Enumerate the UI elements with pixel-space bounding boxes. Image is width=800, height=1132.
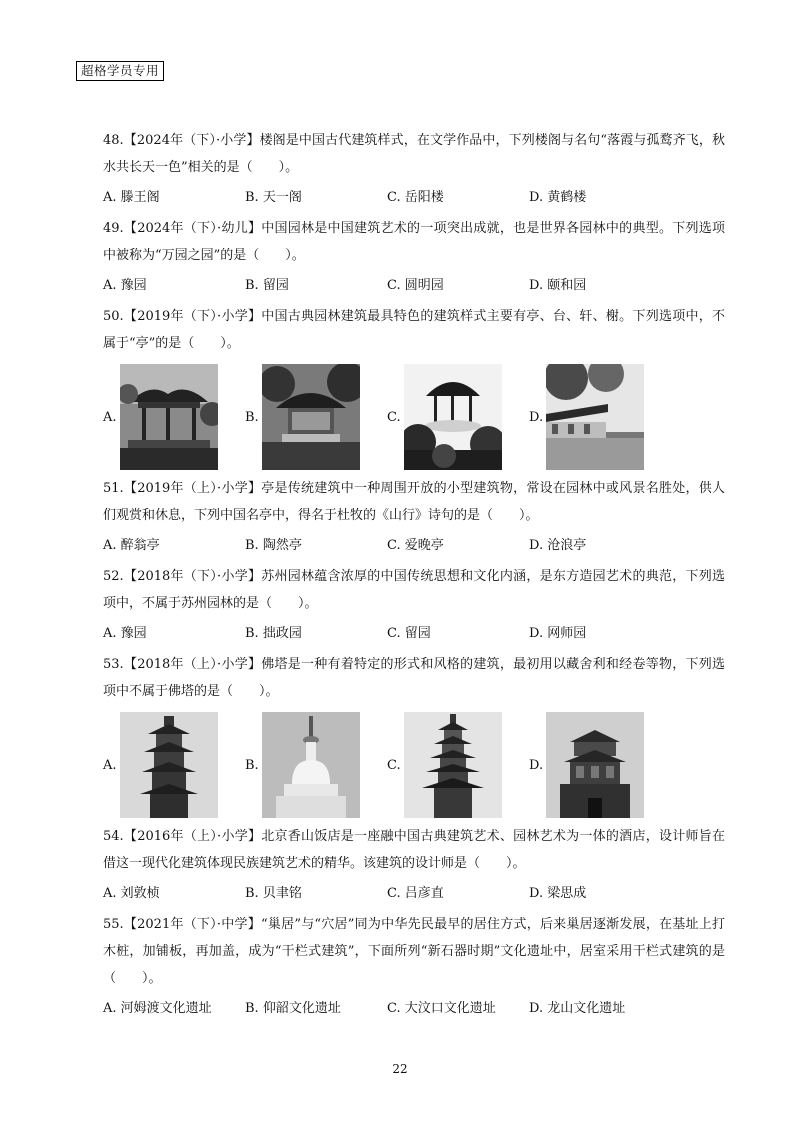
option-a: A. 豫园	[103, 278, 147, 293]
pagoda-photo	[120, 712, 218, 818]
option-letter: D.	[529, 757, 544, 773]
option-b: B. 陶然亭	[245, 538, 302, 553]
option-letter: A.	[103, 757, 117, 773]
options-51	[103, 532, 725, 559]
option-letter: D.	[529, 409, 544, 425]
option-letter: C.	[387, 409, 401, 425]
option-c: C. 留园	[387, 626, 431, 641]
image-option-a	[103, 364, 245, 470]
image-options-50	[103, 363, 725, 471]
pagoda-photo	[404, 712, 502, 818]
question-48: 48.【2024年（下）·小学】楼阁是中国古代建筑样式，在文学作品中，下列楼阁与名句“落霞与孤鹜齐飞，秋水共长天一色”相关的是（ ）。	[103, 133, 725, 175]
question-50: 50.【2019年（下）·小学】中国古典园林建筑最具特色的建筑样式主要有亭、台、轩、榭。下列选项中，不属于“亭”的是（ ）。	[103, 309, 725, 351]
options-49	[103, 272, 725, 299]
image-option-c	[387, 364, 529, 470]
option-b: B. 拙政园	[245, 626, 302, 641]
option-b: B. 仰韶文化遗址	[245, 1001, 341, 1016]
question-53: 53.【2018年（上）·小学】佛塔是一种有着特定的形式和风格的建筑，最初用以藏舍利和经卷等物，下列选项中不属于佛塔的是（ ）。	[103, 657, 725, 699]
option-letter: B.	[245, 757, 259, 773]
options-52	[103, 620, 725, 647]
option-c: C. 爱晚亭	[387, 538, 444, 553]
option-d: D. 颐和园	[529, 278, 587, 293]
option-a: A. 滕王阁	[103, 190, 160, 205]
waterside-pavilion-photo	[546, 364, 644, 470]
option-letter: A.	[103, 409, 117, 425]
image-option-b	[245, 712, 387, 818]
option-b: B. 留园	[245, 278, 289, 293]
option-a: A. 醉翁亭	[103, 538, 160, 553]
options-48	[103, 184, 725, 211]
option-b: B. 天一阁	[245, 190, 302, 205]
option-b: B. 贝聿铭	[245, 886, 302, 901]
question-list	[103, 127, 725, 1026]
option-d: D. 黄鹤楼	[529, 190, 587, 205]
option-a: A. 刘敦桢	[103, 886, 160, 901]
question-52: 52.【2018年（下）·小学】苏州园林蕴含浓厚的中国传统思想和文化内涵，是东方造园艺术的典范，下列选项中，不属于苏州园林的是（ ）。	[103, 569, 725, 611]
image-option-d	[529, 712, 671, 818]
option-d: D. 梁思成	[529, 886, 587, 901]
option-letter: C.	[387, 757, 401, 773]
option-c: C. 岳阳楼	[387, 190, 444, 205]
image-option-d	[529, 364, 671, 470]
image-option-c	[387, 712, 529, 818]
question-55: 55.【2021年（下）·中学】“巢居”与“穴居”同为中华先民最早的居住方式，后来巢居逐渐发展，在基址上打木桩，加铺板，再加盖，成为“干栏式建筑”，下面所列“新石器时期”文化遗址中，居室采用干栏式建筑的是（ ）。	[103, 917, 725, 986]
tower-photo	[546, 712, 644, 818]
question-49: 49.【2024年（下）·幼儿】中国园林是中国建筑艺术的一项突出成就，也是世界各园林中的典型。下列选项中被称为“万园之园”的是（ ）。	[103, 221, 725, 263]
question-51: 51.【2019年（上）·小学】亭是传统建筑中一种周围开放的小型建筑物，常设在园林中或风景名胜处，供人们观赏和休息，下列中国名亭中，得名于杜牧的《山行》诗句的是（ ）。	[103, 481, 725, 523]
exclusive-tag: 超格学员专用	[76, 61, 164, 81]
pavilion-photo	[120, 364, 218, 470]
image-option-a	[103, 712, 245, 818]
option-letter: B.	[245, 409, 259, 425]
pavilion-photo	[404, 364, 502, 470]
image-option-b	[245, 364, 387, 470]
option-d: D. 龙山文化遗址	[529, 1001, 626, 1016]
option-d: D. 网师园	[529, 626, 587, 641]
white-stupa-photo	[262, 712, 360, 818]
option-a: A. 河姆渡文化遗址	[103, 1001, 212, 1016]
page-number: 22	[392, 1062, 408, 1076]
option-c: C. 大汶口文化遗址	[387, 1001, 496, 1016]
options-55	[103, 995, 725, 1022]
option-c: C. 吕彦直	[387, 886, 444, 901]
options-54	[103, 880, 725, 907]
pavilion-photo	[262, 364, 360, 470]
option-a: A. 豫园	[103, 626, 147, 641]
question-54: 54.【2016年（上）·小学】北京香山饭店是一座融中国古典建筑艺术、园林艺术为一体的酒店，设计师旨在借这一现代化建筑体现民族建筑艺术的精华。该建筑的设计师是（ ）。	[103, 829, 725, 871]
image-options-53	[103, 711, 725, 819]
option-c: C. 圆明园	[387, 278, 444, 293]
option-d: D. 沧浪亭	[529, 538, 587, 553]
